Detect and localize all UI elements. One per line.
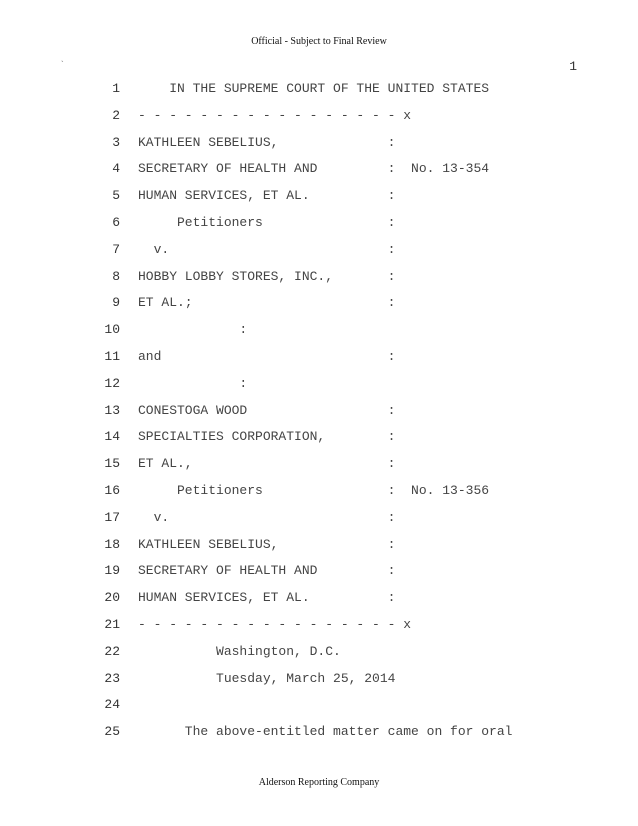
line-number: 15 [104,456,120,472]
line-text: SECRETARY OF HEALTH AND : [138,563,396,579]
transcript-line [0,187,638,205]
line-number: 17 [104,509,120,525]
transcript-line [0,643,638,661]
line-text: ET AL.; : [138,295,396,311]
line-number: 8 [112,268,120,284]
transcript-line [0,562,638,580]
line-number: 22 [104,643,120,659]
line-number: 6 [112,215,120,230]
transcript-line [0,723,638,741]
line-text: - - - - - - - - - - - - - - - - - x [138,617,412,632]
transcript-line [0,294,638,312]
transcript-line [0,375,638,393]
line-text: SPECIALTIES CORPORATION, : [138,429,396,445]
line-text: Petitioners : [138,215,396,230]
line-number: 25 [104,724,120,740]
line-text: KATHLEEN SEBELIUS, : [138,134,396,150]
line-text: CONESTOGA WOOD : [138,402,396,418]
line-text: : [138,375,248,391]
transcript-line [0,348,638,366]
transcript-line [0,536,638,554]
line-number: 13 [104,402,120,418]
transcript-line [0,107,638,125]
line-number: 2 [112,107,120,123]
transcript-line [0,214,638,232]
transcript-line [0,241,638,259]
transcript-line [0,509,638,527]
line-number: 1 [112,81,120,96]
line-text: HUMAN SERVICES, ET AL. : [138,590,396,606]
stray-mark: ` [61,60,64,69]
transcript-line [0,268,638,286]
line-text: - - - - - - - - - - - - - - - - - x [138,107,412,123]
transcript-line [0,616,638,634]
page-number: 1 [569,59,577,74]
line-number: 24 [104,697,120,713]
line-number: 23 [104,670,120,686]
line-number: 10 [104,322,120,338]
line-text: HOBBY LOBBY STORES, INC., : [138,268,396,284]
line-number: 11 [104,349,120,364]
line-number: 20 [104,590,120,606]
line-number: 9 [112,295,120,311]
line-text: ET AL., : [138,456,396,472]
line-text: The above-entitled matter came on for oral [138,724,513,740]
page-footer: Alderson Reporting Company [258,777,380,788]
line-number: 3 [112,134,120,150]
transcript-line [0,321,638,339]
transcript-line [0,455,638,473]
line-text: v. : [138,509,396,525]
transcript-line [0,428,638,446]
transcript-line [0,402,638,420]
transcript-line [0,482,638,500]
transcript-line [0,134,638,152]
line-number: 19 [104,563,120,579]
line-number: 4 [112,161,120,177]
line-number: 16 [104,483,120,498]
line-number: 18 [104,536,120,552]
line-text: v. : [138,241,396,257]
line-number: 7 [112,241,120,257]
line-text: Washington, D.C. [138,643,341,659]
transcript-line [0,160,638,178]
line-text: and : [138,349,396,364]
transcript-line [0,589,638,607]
page-header: Official - Subject to Final Review [251,36,387,47]
line-number: 14 [104,429,120,445]
line-text: HUMAN SERVICES, ET AL. : [138,188,396,204]
line-text: SECRETARY OF HEALTH AND : No. 13-354 [138,161,490,177]
line-text: IN THE SUPREME COURT OF THE UNITED STATES [138,81,490,96]
line-text: Tuesday, March 25, 2014 [138,670,396,686]
line-number: 12 [104,375,120,391]
line-text: Petitioners : No. 13-356 [138,483,490,498]
transcript-line [0,696,638,714]
line-number: 21 [104,617,120,632]
line-text: : [138,322,248,338]
transcript-line [0,670,638,688]
line-text: KATHLEEN SEBELIUS, : [138,536,396,552]
line-number: 5 [112,188,120,204]
transcript-line [0,80,638,98]
